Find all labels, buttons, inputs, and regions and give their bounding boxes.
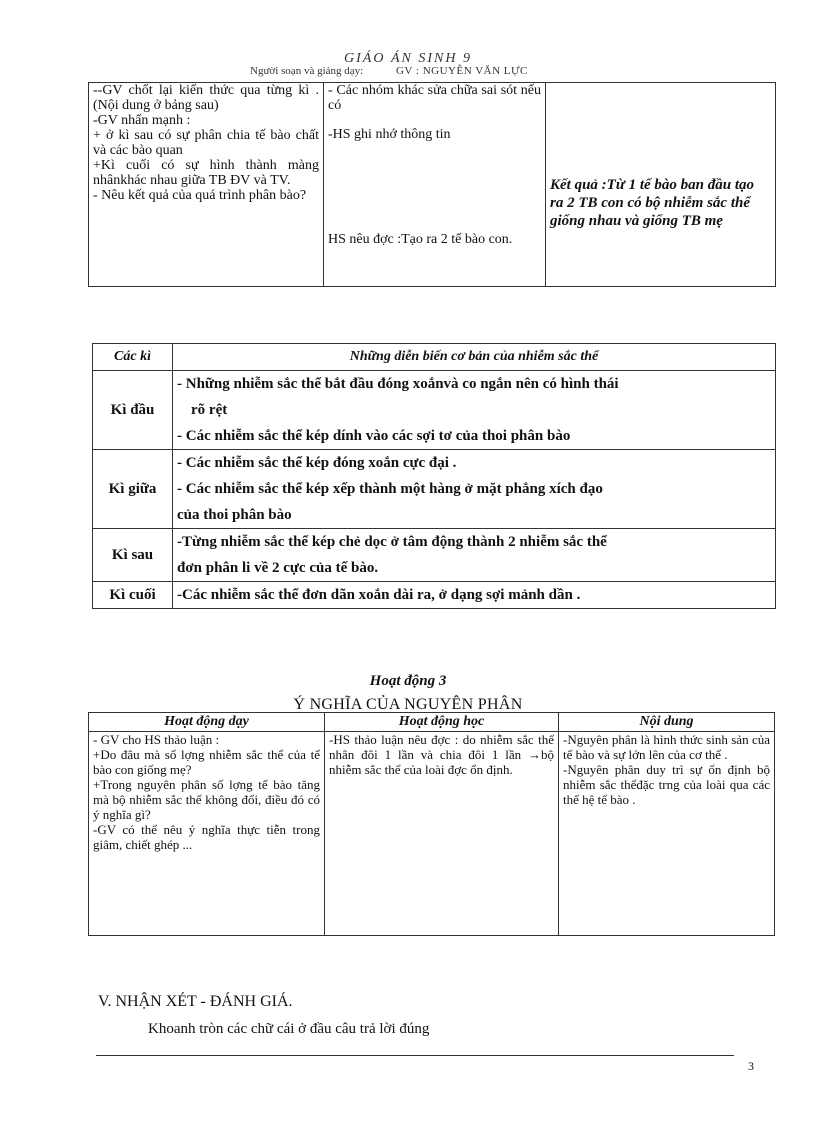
description-line: - Những nhiễm sắc thể bắt đầu đóng xoắnvà co ngắn nên có hình thái: [177, 376, 619, 392]
description-line: của thoi phân bào: [177, 507, 292, 523]
description-line: đơn phân li về 2 cực của tế bào.: [177, 560, 379, 576]
teacher-note: -GV có thể nêu ý nghĩa thực tiễn trong giâm, chiết ghép ...: [93, 822, 320, 852]
author-label: Người soạn và giảng dạy:: [250, 65, 364, 77]
content-note: -Nguyên phân là hình thức sinh sản của tế bào và sự lớn lên của cơ thể .: [563, 732, 770, 762]
phase-name: Kì giữa: [93, 450, 173, 529]
activity-subtitle: Ý NGHĨA CỦA NGUYÊN PHÂN: [293, 696, 523, 713]
phase-name: Kì sau: [93, 529, 173, 582]
column-header: Hoạt động học: [325, 713, 559, 732]
column-header: Nội dung: [559, 713, 775, 732]
spacer: [328, 142, 541, 232]
column-header: Những diễn biến cơ bản của nhiễm sắc thể: [173, 344, 776, 371]
content-note: -Nguyên phân duy trì sự ổn định bộ nhiễm sắc thểđặc trng của loài qua các thế hệ tế bào .: [563, 762, 770, 807]
description-line: -Các nhiễm sắc thể đơn dãn xoắn dài ra, ở dạng sợi mảnh dần .: [177, 587, 581, 603]
author-name: GV : NGUYỄN VĂN LỰC: [395, 65, 528, 77]
column-header: Các kì: [93, 344, 173, 371]
result-text: Kết quả :Từ 1 tế bào ban đầu tạo ra 2 TB con có bộ nhiễm sắc thể giống nhau và giống TB mẹ: [550, 177, 754, 229]
table-row: [89, 83, 776, 287]
phase-name: Kì cuối: [93, 582, 173, 609]
description-line: -Từng nhiễm sắc thể kép chẻ dọc ở tâm động thành 2 nhiễm sắc thể: [177, 534, 607, 550]
section-instruction: Khoanh tròn các chữ cái ở đầu câu trả lời đúng: [148, 1021, 430, 1037]
teacher-note: - Nêu kết quả của quá trình phân bào?: [93, 188, 307, 203]
table-header-row: [89, 713, 775, 732]
student-activity-cell: [324, 83, 546, 287]
phase-name: Kì đầu: [93, 371, 173, 450]
teacher-activity-cell: [89, 732, 325, 936]
activity-title: Hoạt động 3: [369, 673, 447, 689]
table-row: [93, 529, 776, 582]
document-title: GIÁO ÁN SINH 9: [344, 51, 472, 66]
phase-description: [173, 371, 776, 450]
page-number: 3: [748, 1059, 754, 1073]
teacher-note: --GV chốt lại kiến thức qua từng kì .(Nội dung ở bảng sau): [93, 83, 319, 113]
activity3-table: [88, 712, 775, 936]
teacher-note: +Kì cuối có sự hình thành màng nhânkhác nhau giữa TB ĐV và TV.: [93, 158, 319, 188]
spacer: [328, 113, 541, 127]
table-row: [93, 582, 776, 609]
content-cell: [546, 83, 776, 287]
description-line: rõ rệt: [191, 402, 228, 418]
student-note: -HS thảo luận nêu đợc : do nhiễm sắc thể nhân đôi 1 lần và chia đôi 1 lần →bộ nhiễm sắc thể của loài đợc ổn định.: [329, 732, 554, 777]
activity-continuation-table: [88, 82, 776, 287]
content-cell: [559, 732, 775, 936]
student-note: HS nêu đợc :Tạo ra 2 tế bào con.: [328, 232, 513, 247]
teacher-note: +Trong nguyên phân số lợng tế bào tăng mà bộ nhiễm sắc thể không đổi, điều đó có ý nghĩa gì?: [93, 777, 320, 822]
column-header: Hoạt động dạy: [89, 713, 325, 732]
table-row: [93, 450, 776, 529]
phase-description: [173, 529, 776, 582]
description-line: - Các nhiễm sắc thể kép xếp thành một hàng ở mặt phẳng xích đạo: [177, 481, 603, 497]
section-heading: V. NHẬN XÉT - ĐÁNH GIÁ.: [98, 993, 293, 1010]
teacher-note: + ở kì sau có sự phân chia tế bào chất và các bào quan: [93, 128, 319, 158]
mitosis-phases-table: [92, 343, 776, 609]
footer-divider: [96, 1055, 734, 1056]
phase-description: [173, 582, 776, 609]
table-header-row: [93, 344, 776, 371]
teacher-activity-cell: [89, 83, 324, 287]
student-note: - Các nhóm khác sửa chữa sai sót nếu có: [328, 83, 541, 113]
student-note: -HS ghi nhớ thông tin: [328, 127, 451, 142]
phase-description: [173, 450, 776, 529]
description-line: - Các nhiễm sắc thể kép đóng xoắn cực đại .: [177, 455, 457, 471]
table-row: [93, 371, 776, 450]
table-row: [89, 732, 775, 936]
student-activity-cell: [325, 732, 559, 936]
teacher-note: +Do đâu mà số lợng nhiễm sắc thể của tế bào con giống mẹ?: [93, 747, 320, 777]
teacher-note: -GV nhấn mạnh :: [93, 113, 191, 128]
author-line: [250, 65, 528, 77]
teacher-note: - GV cho HS thảo luận :: [93, 732, 220, 747]
description-line: - Các nhiễm sắc thể kép dính vào các sợi tơ của thoi phân bào: [177, 428, 571, 444]
